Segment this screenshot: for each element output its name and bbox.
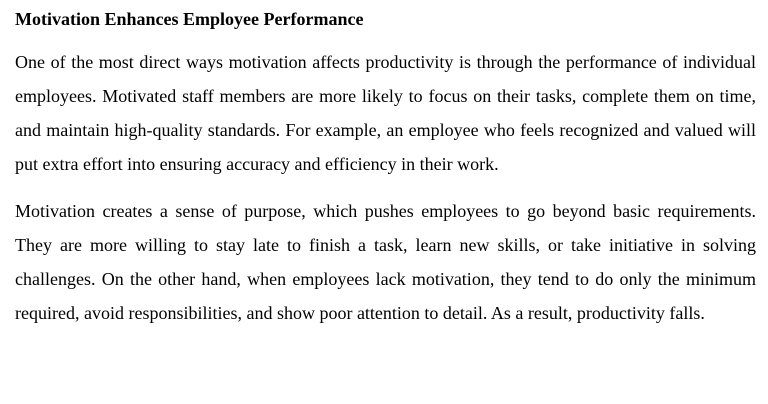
paragraph-employee-performance: One of the most direct ways motivation affects productivity is through the performance of individual employees. Motivated staff members are more likely to focus on their tasks, complete them on time, and maintain high-quality standards. For example, an employee who feels recognized and valued will put extra effort into ensuring accuracy and efficiency in their work. <box>15 52 756 174</box>
paragraph-sense-of-purpose: Motivation creates a sense of purpose, which pushes employees to go beyond basic requirements. They are more willing to stay late to finish a task, learn new skills, or take initiative in solving challenges. On the other hand, when employees lack motivation, they tend to do only the minimum required, avoid responsibilities, and show poor attention to detail. As a result, productivity falls. <box>15 201 756 323</box>
section-heading: Motivation Enhances Employee Performance <box>15 9 364 29</box>
document-body <box>15 0 756 330</box>
